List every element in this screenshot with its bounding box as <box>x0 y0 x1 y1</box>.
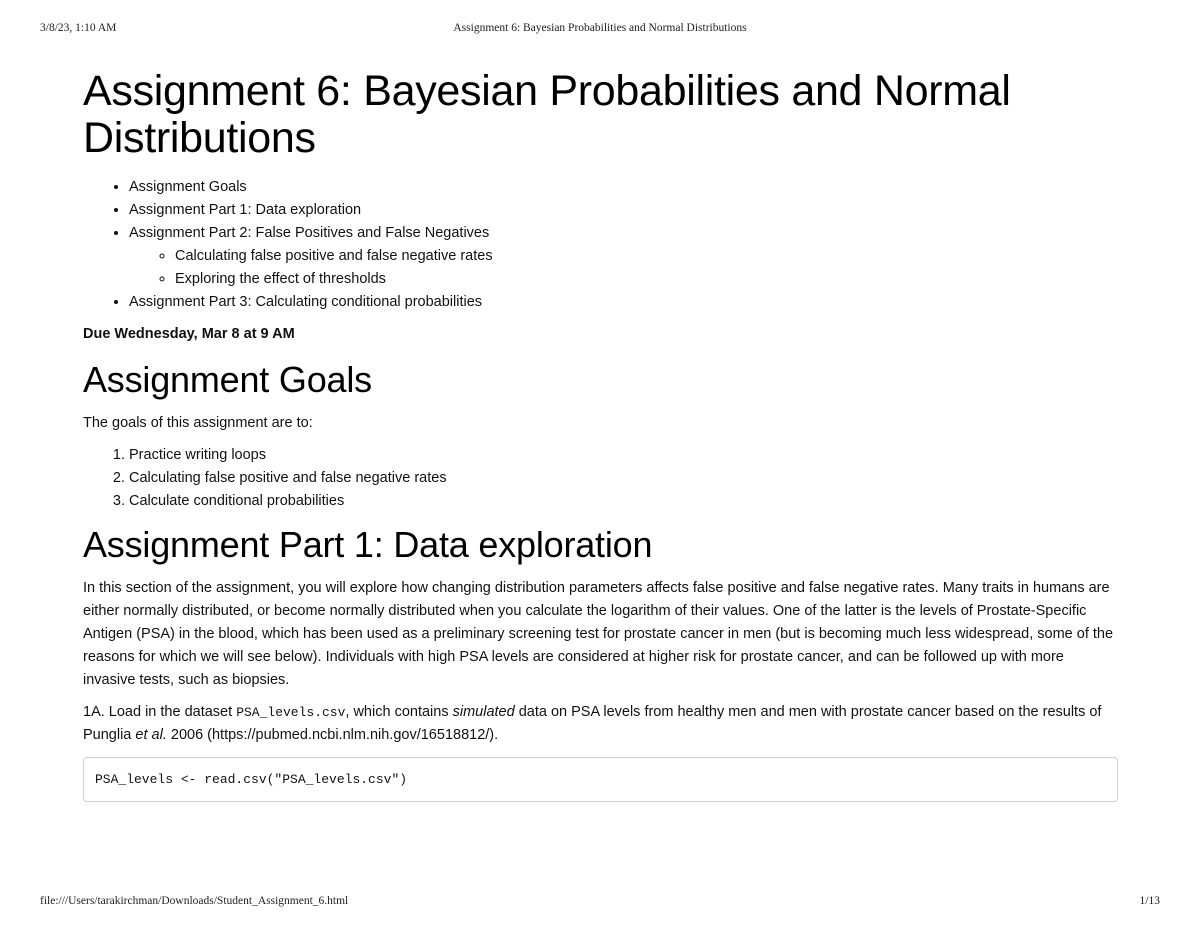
part1-heading: Assignment Part 1: Data exploration <box>83 524 653 565</box>
task-1a-emphasis: simulated <box>452 704 515 720</box>
toc-item-goals[interactable]: • Assignment Goals <box>129 176 1118 199</box>
goal-item: 2. Calculating false positive and false negative rates <box>129 467 1118 490</box>
print-url: file:///Users/tarakirchman/Downloads/Student_Assignment_6.html <box>40 895 349 907</box>
toc-item-part3[interactable]: • Assignment Part 3: Calculating conditional probabilities <box>129 291 1118 314</box>
code-block: PSA_levels <- read.csv("PSA_levels.csv") <box>83 757 1118 802</box>
goal-item: 3. Calculate conditional probabilities <box>129 490 1118 513</box>
part1-paragraph: In this section of the assignment, you will explore how changing distribution parameters affects false positive and false negative rates. Many traits in humans are either normally distributed, or become normally distributed when you calculate the logarithm of their values. One of the latter is the levels of Prostate-Specific Antigen (PSA) in the blood, which has been used as a preliminary screening test for prostate cancer in men (but is becoming much less widespread, some of the reasons for which we will see below). Individuals with high PSA levels are considered at higher risk for prostate cancer, and can be followed up with more invasive tests, such as biopsies. <box>83 580 1114 688</box>
page-number: 1/13 <box>1139 895 1160 907</box>
toc-subitem-thresholds[interactable]: ◦ Exploring the effect of thresholds <box>175 268 1118 291</box>
toc-item-part1[interactable]: • Assignment Part 1: Data exploration <box>129 199 1118 222</box>
print-title: Assignment 6: Bayesian Probabilities and Normal Distributions <box>453 22 747 34</box>
due-date: Due Wednesday, Mar 8 at 9 AM <box>83 326 295 342</box>
toc-sublist <box>129 245 1118 291</box>
dataset-filename: PSA_levels.csv <box>236 705 346 720</box>
task-1a-citation-link[interactable]: 2006 (https://pubmed.ncbi.nlm.nih.gov/16518812/). <box>170 727 499 743</box>
print-date: 3/8/23, 1:10 AM <box>40 22 117 34</box>
task-1a-etal: et al. <box>135 727 167 743</box>
goals-intro: The goals of this assignment are to: <box>83 415 313 431</box>
document-body <box>83 68 1118 802</box>
goals-heading: Assignment Goals <box>83 359 372 400</box>
task-1a-mid2: data on PSA levels from healthy men and men with prostate cancer based on the results of Punglia <box>83 704 1102 743</box>
task-1a <box>83 701 1118 747</box>
task-1a-pre: 1A. Load in the dataset <box>83 704 233 720</box>
print-footer <box>40 895 1160 911</box>
task-1a-mid1: , which contains <box>345 704 449 720</box>
toc-item-part2-label[interactable]: Assignment Part 2: False Positives and False Negatives <box>129 225 490 241</box>
goal-item: 1. Practice writing loops <box>129 444 1118 467</box>
toc-subitem-rates[interactable]: ◦ Calculating false positive and false negative rates <box>175 245 1118 268</box>
goals-list <box>83 444 1118 513</box>
page-title: Assignment 6: Bayesian Probabilities and Normal Distributions <box>83 67 1011 162</box>
print-header <box>40 22 1160 38</box>
table-of-contents <box>83 176 1118 314</box>
toc-item-part2[interactable] <box>129 222 1118 291</box>
